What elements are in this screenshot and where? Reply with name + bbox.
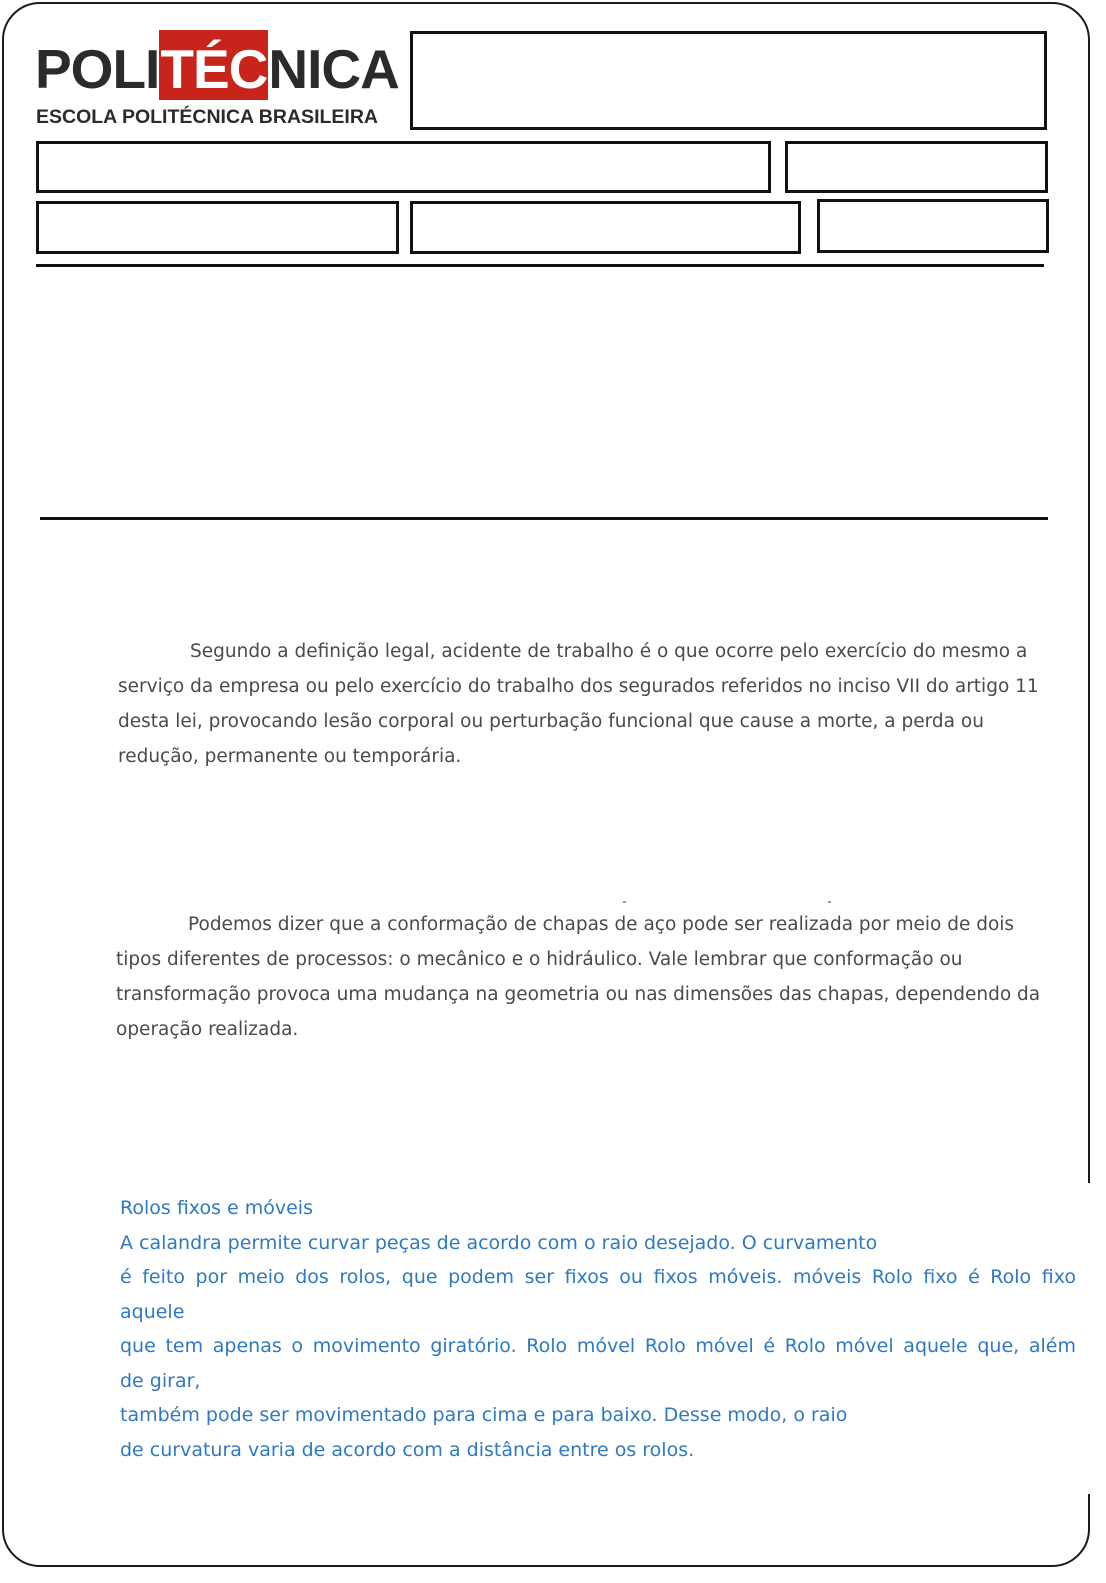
rolls-line: A calandra permite curvar peças de acordo com o raio desejado. O curvamento bbox=[120, 1231, 878, 1254]
scan-artifact bbox=[623, 901, 626, 903]
paragraph-line: operação realizada. bbox=[116, 1019, 299, 1040]
frame-gap bbox=[1086, 1183, 1098, 1494]
rolls-text-block bbox=[120, 1191, 1076, 1467]
paragraph-line: transformação provoca uma mudança na geometria ou nas dimensões das chapas, dependendo da bbox=[116, 984, 1041, 1005]
header-field-row2-left[interactable] bbox=[36, 141, 771, 193]
rolls-heading: Rolos fixos e móveis bbox=[120, 1197, 313, 1219]
logo-subtitle: ESCOLA POLITÉCNICA BRASILEIRA bbox=[36, 106, 378, 128]
school-logo bbox=[35, 30, 405, 135]
logo-wordmark bbox=[35, 38, 399, 100]
paragraph-line: desta lei, provocando lesão corporal ou perturbação funcional que cause a morte, a perda ou bbox=[118, 711, 984, 732]
rolls-line: é feito por meio dos rolos, que podem ser fixos ou fixos móveis. móveis Rolo fixo é Rolo fixo bbox=[120, 1266, 1076, 1288]
header-field-row3-left[interactable] bbox=[36, 201, 399, 254]
header-field-row2-right[interactable] bbox=[785, 141, 1048, 193]
header-field-row3-right[interactable] bbox=[817, 199, 1049, 253]
paragraph-line: Segundo a definição legal, acidente de trabalho é o que ocorre pelo exercício do mesmo a bbox=[190, 641, 1028, 662]
rolls-line: aquele bbox=[120, 1300, 185, 1323]
paragraph-line: redução, permanente ou temporária. bbox=[118, 746, 462, 767]
paragraph-line: Podemos dizer que a conformação de chapas de aço pode ser realizada por meio de dois bbox=[188, 914, 1015, 935]
logo-wordmark-highlight: TÉC bbox=[159, 30, 268, 100]
rolls-line: também pode ser movimentado para cima e para baixo. Desse modo, o raio bbox=[120, 1404, 848, 1426]
rolls-line: de girar, bbox=[120, 1369, 201, 1392]
section-divider bbox=[40, 517, 1048, 520]
paragraph-accident bbox=[118, 634, 1048, 774]
paragraph-line: serviço da empresa ou pelo exercício do trabalho dos segurados referidos no inciso VII do artigo 11 bbox=[118, 676, 1039, 697]
logo-wordmark-pre: POLI bbox=[35, 38, 160, 100]
logo-wordmark-post: NICA bbox=[268, 38, 399, 100]
paragraph-line: tipos diferentes de processos: o mecânico e o hidráulico. Vale lembrar que conformação ou bbox=[116, 949, 963, 970]
header-field-row3-middle[interactable] bbox=[410, 201, 801, 254]
rolls-line: de curvatura varia de acordo com a distância entre os rolos. bbox=[120, 1438, 695, 1461]
header-field-top-right[interactable] bbox=[410, 31, 1047, 130]
paragraph-forming bbox=[116, 907, 1056, 1047]
header-divider bbox=[36, 264, 1044, 267]
scan-artifact bbox=[828, 901, 831, 903]
rolls-line: que tem apenas o movimento giratório. Rolo móvel Rolo móvel é Rolo móvel aquele que, além bbox=[120, 1335, 1076, 1357]
